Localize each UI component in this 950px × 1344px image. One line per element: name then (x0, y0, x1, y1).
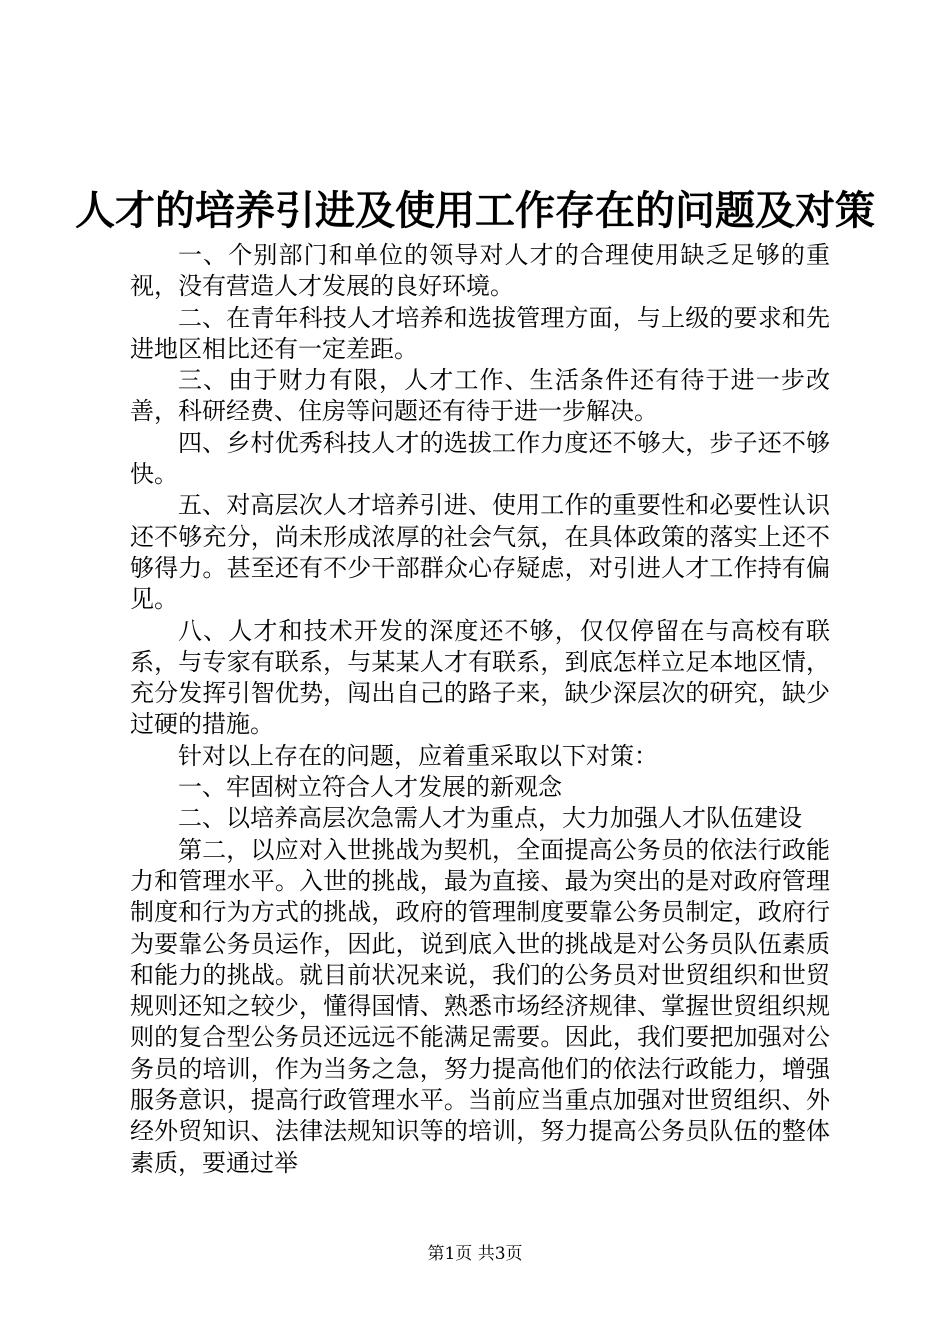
paragraph: 五、对高层次人才培养引进、使用工作的重要性和必要性认识还不够充分，尚未形成浓厚的社会气氛，在具体政策的落实上还不够得力。甚至还有不少干部群众心存疑虑，对引进人才工作持有偏见。 (130, 491, 830, 614)
paragraph: 针对以上存在的问题，应着重采取以下对策： (178, 741, 658, 770)
paragraph: 八、人才和技术开发的深度还不够，仅仅停留在与高校有联系，与专家有联系，与某某人才有联系，到底怎样立足本地区情，充分发挥引智优势，闯出自己的路子来，缺少深层次的研究，缺少过硬的措施。 (130, 616, 830, 739)
page-title: 人才的培养引进及使用工作存在的问题及对策 (75, 187, 875, 234)
document-body (130, 240, 830, 1179)
paragraph: 一、牢固树立符合人才发展的新观念 (178, 773, 562, 802)
paragraph: 二、在青年科技人才培养和选拔管理方面，与上级的要求和先进地区相比还有一定差距。 (130, 303, 830, 363)
paragraph: 二、以培养高层次急需人才为重点，大力加强人才队伍建设 (178, 804, 802, 833)
paragraph: 第二，以应对入世挑战为契机，全面提高公务员的依法行政能力和管理水平。入世的挑战，最为直接、最为突出的是对政府管理制度和行为方式的挑战，政府的管理制度要靠公务员制定，政府行为要靠公务员运作，因此，说到底入世的挑战是对公务员队伍素质和能力的挑战。就目前状况来说，我们的公务员对世贸组织和世贸规则还知之较少，懂得国情、熟悉市场经济规律、掌握世贸组织规则的复合型公务员还远远不能满足需要。因此，我们要把加强对公务员的培训，作为当务之急，努力提高他们的依法行政能力，增强服务意识，提高行政管理水平。当前应当重点加强对世贸组织、外经外贸知识、法律法规知识等的培训，努力提高公务员队伍的整体素质，要通过举 (130, 835, 830, 1177)
paragraph: 一、个别部门和单位的领导对人才的合理使用缺乏足够的重视，没有营造人才发展的良好环境。 (130, 241, 830, 301)
page-footer: 第1页 共3页 (427, 1244, 523, 1264)
paragraph: 三、由于财力有限，人才工作、生活条件还有待于进一步改善，科研经费、住房等问题还有待于进一步解决。 (130, 366, 830, 426)
paragraph: 四、乡村优秀科技人才的选拔工作力度还不够大，步子还不够快。 (130, 428, 830, 489)
